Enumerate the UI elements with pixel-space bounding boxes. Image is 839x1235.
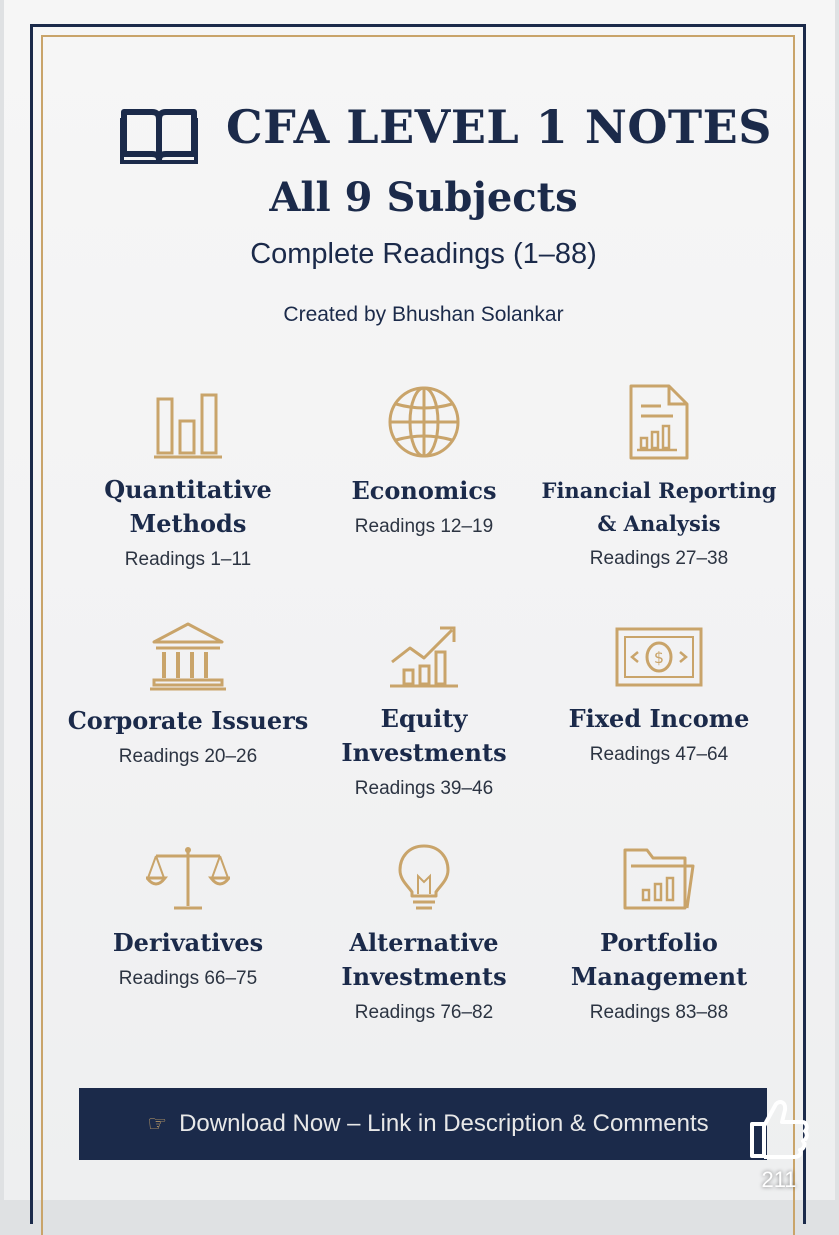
scales-icon — [146, 842, 230, 914]
thumbnail-card — [4, 0, 835, 1200]
title-row — [4, 96, 839, 166]
subject-name: Corporate Issuers — [67, 706, 309, 735]
subject-name: Derivatives — [112, 928, 264, 957]
growth-chart-icon — [388, 622, 460, 690]
folder-chart-icon — [621, 842, 697, 914]
subject-readings: Readings 12–19 — [354, 516, 494, 537]
subject-readings: Readings 20–26 — [118, 746, 258, 767]
subject-fixed-income — [524, 626, 794, 766]
thumbs-up-icon — [748, 1096, 810, 1160]
download-banner[interactable] — [79, 1088, 767, 1160]
subject-readings: Readings 47–64 — [589, 744, 729, 765]
svg-text:$: $ — [653, 648, 665, 667]
subject-readings: Readings 1–11 — [124, 549, 252, 570]
report-document-icon — [623, 382, 695, 462]
bank-building-icon — [148, 620, 228, 692]
pointing-hand-icon: ☞ — [147, 1111, 168, 1136]
bar-chart-icon — [152, 389, 224, 461]
author-credit: Created by Bhushan Solankar — [283, 303, 564, 326]
page-title: CFA LEVEL 1 NOTES — [226, 100, 772, 154]
subject-name: Fixed Income — [568, 704, 750, 733]
readings-range: Complete Readings (1–88) — [250, 238, 597, 270]
subject-financial-reporting — [524, 382, 794, 570]
like-count: 211 — [761, 1167, 797, 1192]
download-label: Download Now – Link in Description & Comments — [179, 1110, 709, 1137]
subject-name: Financial Reporting & Analysis — [541, 478, 777, 536]
subject-readings: Readings 76–82 — [354, 1002, 494, 1023]
subject-name: Equity Investments — [341, 704, 507, 767]
subject-name: Quantitative Methods — [104, 475, 272, 538]
subject-alternative-investments — [289, 842, 559, 1024]
subject-readings: Readings 39–46 — [354, 778, 494, 799]
subject-readings: Readings 27–38 — [589, 548, 729, 569]
subject-derivatives — [53, 842, 323, 990]
subject-name: Economics — [351, 476, 497, 505]
subtitle: All 9 Subjects — [269, 174, 578, 221]
lightbulb-icon — [394, 842, 454, 914]
subject-equity-investments — [289, 622, 559, 800]
subject-portfolio-management — [524, 842, 794, 1024]
subject-name: Alternative Investments — [341, 928, 507, 991]
like-button[interactable] — [744, 1096, 814, 1200]
subject-name: Portfolio Management — [570, 928, 748, 991]
book-icon — [120, 104, 198, 164]
banknote-icon — [614, 626, 704, 690]
subject-economics — [289, 382, 559, 538]
subject-readings: Readings 83–88 — [589, 1002, 729, 1023]
subject-readings: Readings 66–75 — [118, 968, 258, 989]
subject-corporate-issuers — [53, 620, 323, 768]
subject-quantitative-methods — [53, 389, 323, 571]
globe-icon — [384, 382, 464, 462]
